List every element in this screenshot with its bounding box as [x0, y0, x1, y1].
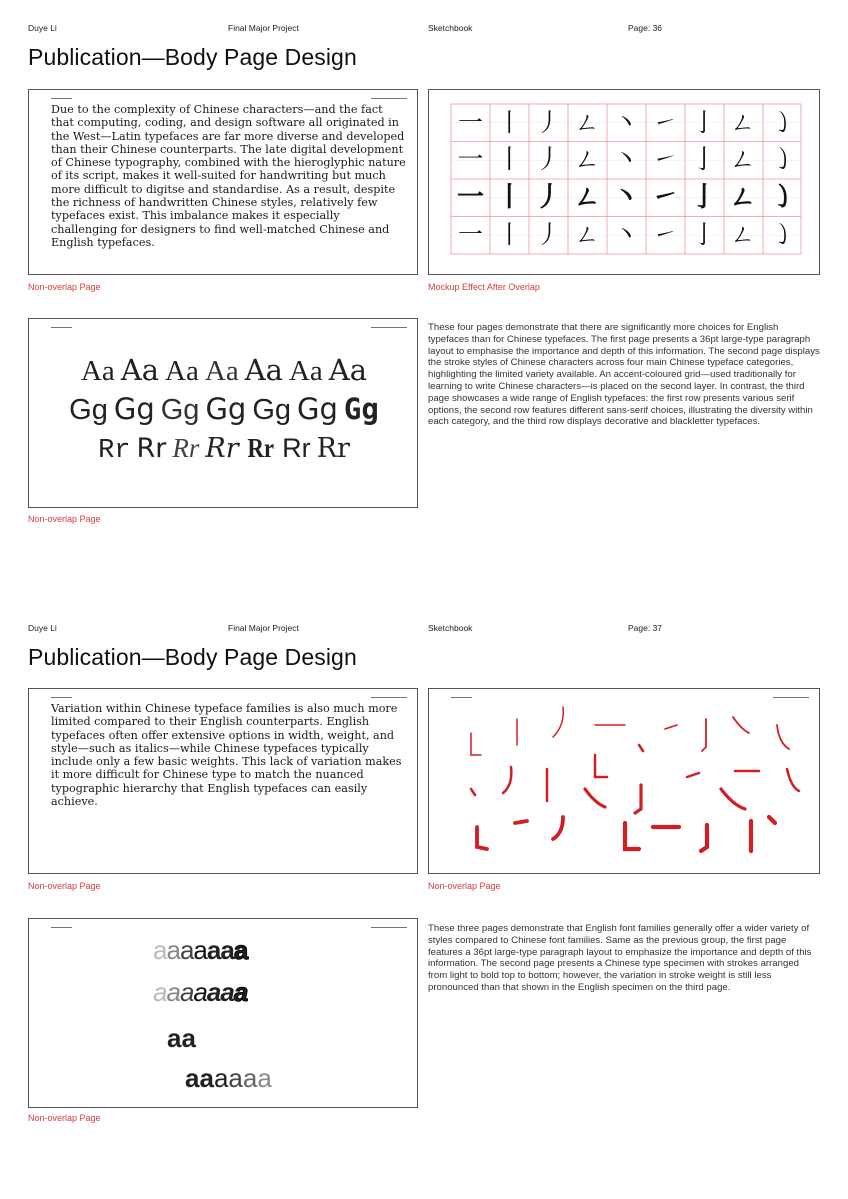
- header-author: Duye Li: [28, 23, 57, 33]
- weight-glyph: a: [206, 935, 221, 965]
- header-page-number: Page: 37: [628, 623, 663, 633]
- stroke-glyph: ㄥ: [574, 221, 600, 249]
- stroke-glyph: ㄥ: [729, 144, 756, 175]
- weight-row-condensed: [167, 1023, 196, 1054]
- specimen-glyph: Gg: [160, 394, 200, 426]
- specimen-glyph: Rr: [316, 433, 350, 464]
- specimen-glyph: Aa: [165, 355, 199, 387]
- stroke-glyph: ㄥ: [574, 108, 600, 137]
- specimen-glyph: Rr: [98, 436, 131, 466]
- stroke-glyph: ㇀: [652, 221, 678, 249]
- panel-caption: Non-overlap Page: [428, 881, 501, 891]
- weight-glyph: a: [220, 977, 234, 1007]
- english-specimen-panel: [28, 318, 418, 508]
- stroke-glyph: 丶: [613, 144, 640, 175]
- specimen-glyph: Gg: [343, 392, 379, 426]
- weight-row-upright: [153, 935, 247, 966]
- page-description: These four pages demonstrate that there are significantly more choices for English typefaces than for Chinese typefaces. The first page presents a 36pt large-type paragraph layout to emphasise the importance and depth of this information. The second page displays the stroke styles of Chinese characters across four main Chinese typeface categories, highlighting the limited variety available. An accent-coloured grid—used traditionally for learning to write Chinese characters—is placed on the second layer. In contrast, the third page showcases a wide range of English typefaces: the first row presents various serif options, the second row features different sans-serif choices, illustrating the diversity within each category, and the third row displays decorative and blackletter typefaces.: [428, 322, 820, 428]
- stroke-glyph: 丶: [613, 108, 639, 137]
- specimen-glyph: Rr: [282, 433, 311, 463]
- panel-runner-right: ▬▬▬▬▬▬▬▬▬▬▬▬: [773, 695, 809, 699]
- panel-runner-left: ▬▬▬▬▬▬▬: [51, 695, 72, 699]
- stroke-glyph: 丿: [535, 221, 561, 249]
- stroke-glyph: ㇁: [769, 221, 795, 249]
- stroke-glyph: 丶: [613, 221, 639, 249]
- specimen-glyph: Rr: [247, 433, 274, 463]
- panel-runner-right: ▬▬▬▬▬▬▬▬▬▬▬▬: [371, 695, 407, 699]
- weight-glyph: a: [233, 935, 248, 965]
- stroke-glyph: 一: [456, 182, 484, 213]
- header-project: Final Major Project: [228, 623, 299, 633]
- panel-runner-left: ▬▬▬▬▬▬▬: [51, 96, 72, 100]
- specimen-glyph: Aa: [80, 355, 115, 387]
- specimen-glyph: Gg: [205, 392, 247, 426]
- weight-glyph: a: [193, 935, 207, 965]
- specimen-glyph: Aa: [204, 355, 239, 387]
- header-book: Sketchbook: [428, 23, 473, 33]
- page-title: Publication—Body Page Design: [28, 44, 357, 70]
- specimen-glyph: Aa: [120, 353, 160, 387]
- weight-glyph: a: [166, 977, 180, 1007]
- weight-glyph: a: [257, 1063, 272, 1093]
- panel-paragraph: Variation within Chinese typeface families is also much more limited compared to their English counterparts. English typefaces often offer extensive options in width, weight, and style—such as italics—while Chinese typefaces typically include only a few basic weights. This lack of variation makes it more difficult for Chinese type to match the nuanced typographic hierarchy that English typefaces can easily achieve.: [51, 702, 402, 809]
- sans-row: [29, 392, 418, 427]
- weight-glyph: a: [179, 935, 194, 965]
- weight-glyph: a: [206, 977, 221, 1007]
- stroke-glyph: 亅: [690, 144, 717, 175]
- panel-runner-left: ▬▬▬▬▬▬▬: [451, 695, 472, 699]
- stroke-glyph: ㄥ: [730, 221, 756, 249]
- stroke-glyph: 丨: [496, 144, 523, 175]
- stroke-grid-panel: [428, 89, 820, 275]
- panel-caption: Non-overlap Page: [28, 514, 101, 524]
- stroke-glyph: 亅: [691, 221, 717, 249]
- stroke-glyph: ㄥ: [574, 144, 601, 175]
- stroke-glyph: 一: [457, 221, 483, 249]
- stroke-glyph: ㇁: [768, 144, 795, 175]
- panel-runner-right: ▬▬▬▬▬▬▬▬▬▬▬▬: [371, 925, 407, 929]
- stroke-glyph: ㇀: [651, 144, 678, 175]
- weight-glyph: a: [166, 935, 180, 965]
- stroke-glyph: 亅: [690, 182, 718, 213]
- stroke-glyph: 丨: [496, 108, 522, 137]
- weight-glyph: a: [242, 1063, 258, 1093]
- decorative-row: [29, 433, 418, 466]
- header-author: Duye Li: [28, 623, 57, 633]
- weight-glyph: a: [233, 977, 248, 1007]
- paragraph-page-panel: [28, 89, 418, 275]
- weight-glyph: a: [185, 1063, 200, 1093]
- weight-glyph: a: [181, 1023, 196, 1053]
- paragraph-page-panel: [28, 688, 418, 874]
- stroke-glyph: ㄥ: [729, 182, 757, 213]
- panel-runner-left: ▬▬▬▬▬▬▬: [51, 925, 72, 929]
- stroke-glyph: ㄥ: [573, 182, 601, 213]
- specimen-glyph: Aa: [288, 355, 323, 387]
- panel-runner-right: ▬▬▬▬▬▬▬▬▬▬▬▬: [371, 96, 407, 100]
- weight-glyph: a: [179, 977, 194, 1007]
- page-title: Publication—Body Page Design: [28, 644, 357, 670]
- weight-specimen-panel: [28, 918, 418, 1108]
- weight-glyph: a: [228, 1063, 243, 1093]
- stroke-glyph: 一: [457, 144, 484, 175]
- stroke-glyph: 丿: [534, 182, 562, 213]
- weight-row-italic: [153, 977, 247, 1008]
- weight-glyph: a: [213, 1063, 229, 1093]
- panel-runner-right: ▬▬▬▬▬▬▬▬▬▬▬▬: [371, 325, 407, 329]
- stroke-glyph: ㇀: [651, 182, 679, 213]
- panel-caption: Non-overlap Page: [28, 1113, 101, 1123]
- weight-glyph: a: [220, 935, 234, 965]
- header-book: Sketchbook: [428, 623, 473, 633]
- stroke-glyph: ㇁: [769, 108, 795, 137]
- specimen-glyph: Rr: [172, 433, 200, 463]
- specimen-glyph: Rr: [205, 433, 239, 464]
- stroke-glyph: ㄥ: [730, 108, 756, 137]
- weight-glyph: a: [153, 935, 167, 965]
- stroke-glyph: 亅: [691, 108, 717, 137]
- panel-caption: Non-overlap Page: [28, 282, 101, 292]
- header-page-number: Page: 36: [628, 23, 663, 33]
- weight-glyph: a: [167, 1023, 182, 1053]
- specimen-glyph: Aa: [328, 353, 367, 387]
- serif-row: [29, 353, 418, 388]
- weight-row-descending: [185, 1063, 272, 1094]
- specimen-glyph: Gg: [69, 394, 108, 426]
- weight-glyph: a: [193, 977, 207, 1007]
- weight-glyph: a: [199, 1063, 214, 1093]
- specimen-glyph: Gg: [113, 392, 155, 426]
- stroke-glyph: 丿: [535, 144, 562, 175]
- weight-glyph: a: [153, 977, 167, 1007]
- stroke-glyph: ㇀: [652, 108, 678, 137]
- page-description: These three pages demonstrate that English font families generally offer a wider variety of styles compared to Chinese font families. Same as the previous group, the first page features a 36pt large-type paragraph layout to emphasize the importance and depth of this information. The second page presents a Chinese type specimen with strokes arranged from light to bold top to bottom; however, the variation in stroke weight is still less pronounced than that shown in the English specimen on the third page.: [428, 923, 812, 993]
- specimen-glyph: Aa: [244, 353, 283, 387]
- specimen-glyph: Gg: [252, 394, 292, 426]
- specimen-glyph: Gg: [297, 392, 338, 426]
- panel-runner-left: ▬▬▬▬▬▬▬: [51, 325, 72, 329]
- stroke-glyph: 丨: [495, 182, 523, 213]
- specimen-glyph: Rr: [136, 433, 167, 464]
- stroke-glyph: 丨: [496, 221, 522, 249]
- panel-paragraph: Due to the complexity of Chinese characters—and the fact that computing, coding, and design software all originated in the West—Latin typefaces are far more diverse and developed than their Chinese counterparts. The late digital development of Chinese typography, combined with the hieroglyphic nature of its script, makes it well-suited for handwriting but much more difficult to digitse and standardise. As a result, despite the richness of handwritten Chinese styles, relatively few typefaces exist. This imbalance makes it especially challenging for designers to find well-matched Chinese and English typefaces.: [51, 103, 406, 249]
- panel-caption: Mockup Effect After Overlap: [428, 282, 540, 292]
- header-project: Final Major Project: [228, 23, 299, 33]
- stroke-glyph: 丿: [535, 108, 561, 137]
- stroke-specimen-panel: [428, 688, 820, 874]
- stroke-glyph: 丶: [612, 182, 640, 213]
- stroke-glyph: ㇁: [768, 182, 796, 213]
- panel-caption: Non-overlap Page: [28, 881, 101, 891]
- red-stroke-specimen: [429, 689, 819, 873]
- stroke-glyph: 一: [457, 108, 483, 137]
